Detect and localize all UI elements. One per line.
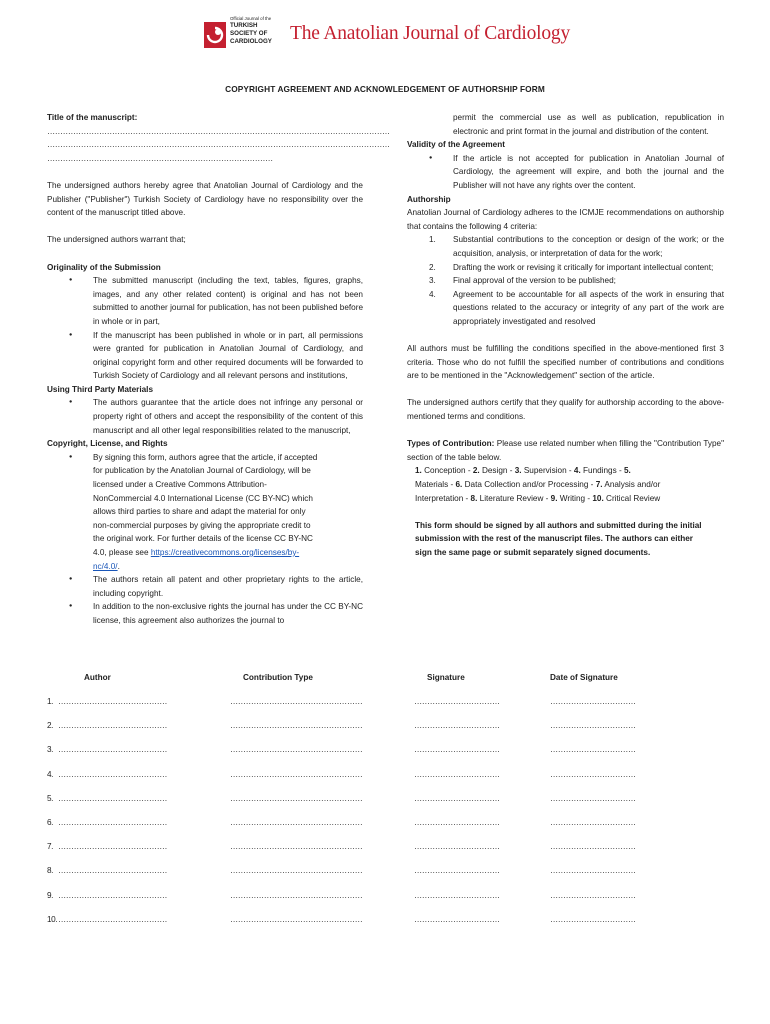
criteria-item: 3. Final approval of the version to be published; — [429, 276, 616, 286]
signature-field[interactable]: …………………………… — [414, 818, 500, 827]
table-row — [47, 915, 737, 929]
signature-field[interactable]: …………………………… — [414, 890, 500, 900]
criteria-item: 4. Agreement to be accountable for all aspects of the work in ensuring that questions related to the accuracy or integrity of any part of the work are appropriately investigated and resolved — [429, 289, 724, 326]
license-link[interactable]: https://creativecommons.org/licenses/by- — [150, 548, 300, 557]
row-number: 2. — [47, 721, 54, 731]
date-field[interactable]: …………………………… — [550, 914, 636, 924]
signing-note: This form should be signed by all authors and submitted during the initial submission with the rest of the manuscript files. The authors can either sign the same page or submit separately signed documents. — [415, 520, 702, 557]
contribution-type-field[interactable]: …………………………………………… — [230, 890, 363, 900]
table-row — [47, 842, 737, 856]
table-row — [47, 866, 737, 880]
license-suffix: . — [117, 561, 120, 571]
row-number: 3. — [47, 745, 54, 755]
row-number: 5. — [47, 793, 54, 803]
row-number: 9. — [47, 890, 54, 900]
copyright-heading: Copyright, License, and Rights — [47, 439, 168, 449]
signature-field[interactable]: …………………………… — [414, 842, 500, 852]
author-field[interactable]: …………………………………… — [58, 697, 168, 706]
validity-heading: Validity of the Agreement — [407, 140, 505, 150]
manuscript-title-line[interactable]: …………………………………………………………………………… — [47, 153, 273, 163]
authorship-intro: Anatolian Journal of Cardiology adheres to the ICMJE recommendations on authorship that contains the following 4 criteria: — [407, 208, 724, 231]
license-line: for publication by the Anatolian Journal of Cardiology, will be — [93, 466, 311, 476]
types-heading: Types of Contribution: — [407, 439, 495, 449]
bullet-item: ● If the manuscript has been published in whole or in part, all permissions were granted for publication in Anatolian Journal of Cardiology, and original copyright form and other required documents will be forwarded to Turkish Society of Cardiology and all relevant persons and institutions, — [47, 329, 363, 383]
manuscript-title-line[interactable]: …………………………………………………………………………………………………………………… — [47, 126, 390, 136]
society-line: CARDIOLOGY — [230, 37, 272, 45]
date-field[interactable]: …………………………… — [550, 842, 636, 852]
author-field[interactable]: …………………………………… — [58, 914, 168, 924]
journal-header — [204, 16, 584, 56]
date-field[interactable]: …………………………… — [550, 769, 636, 779]
table-row — [47, 721, 737, 735]
header-signature: Signature — [427, 673, 465, 682]
left-column — [47, 111, 390, 628]
bullet-item: ● The authors guarantee that the article does not infringe any personal or property right of others and accept the responsibility of the content of this manuscript and all other legal responsibilities related to the manuscript, — [47, 396, 363, 437]
table-row — [47, 697, 737, 711]
society-small-label: Official Journal of the — [230, 16, 272, 21]
contribution-type-field[interactable]: …………………………………………… — [230, 745, 363, 755]
header-author: Author — [84, 673, 111, 682]
contribution-type-field[interactable]: …………………………………………… — [230, 721, 363, 731]
row-number: 7. — [47, 842, 54, 852]
row-number: 6. — [47, 818, 54, 827]
signature-field[interactable]: …………………………… — [414, 793, 500, 803]
author-field[interactable]: …………………………………… — [58, 769, 168, 779]
date-field[interactable]: …………………………… — [550, 793, 636, 803]
types-paragraph: Types of Contribution: Please use related number when filling the "Contribution Type" section of the table below. — [407, 439, 724, 462]
form-title: COPYRIGHT AGREEMENT AND ACKNOWLEDGEMENT OF AUTHORSHIP FORM — [225, 84, 545, 94]
license-line: NonCommercial 4.0 International License (CC BY-NC) which — [93, 493, 313, 503]
header-date: Date of Signature — [550, 673, 618, 682]
table-row — [47, 818, 737, 832]
license-line: non-commercial purposes by giving the appropriate credit to — [93, 520, 311, 530]
certify-paragraph: The undersigned authors certify that they qualify for authorship according to the above-mentioned terms and conditions. — [407, 398, 724, 422]
society-logo-icon — [204, 22, 226, 48]
header-contribution-type: Contribution Type — [243, 673, 313, 682]
row-number: 10. — [47, 914, 58, 924]
license-line: licensed under a Creative Commons Attribution- — [93, 480, 267, 490]
signature-field[interactable]: …………………………… — [414, 721, 500, 731]
signature-field[interactable]: …………………………… — [414, 914, 500, 924]
signature-field[interactable]: …………………………… — [414, 866, 500, 876]
contribution-type-field[interactable]: …………………………………………… — [230, 914, 363, 924]
signature-field[interactable]: …………………………… — [414, 769, 500, 779]
author-field[interactable]: …………………………………… — [58, 866, 168, 876]
license-link[interactable]: nc/4.0/ — [93, 561, 118, 571]
contribution-type-field[interactable]: …………………………………………… — [230, 842, 363, 852]
author-field[interactable]: …………………………………… — [58, 842, 168, 852]
author-field[interactable]: …………………………………… — [58, 745, 168, 755]
contribution-type-field[interactable]: …………………………………………… — [230, 818, 363, 827]
row-number: 1. — [47, 697, 54, 706]
contribution-type-field[interactable]: …………………………………………… — [230, 866, 363, 876]
table-row — [47, 745, 737, 759]
criteria-item: 1. Substantial contributions to the conception or design of the work; or the acquisition, analysis, or interpretation of data for the work; — [429, 235, 724, 258]
row-number: 4. — [47, 769, 54, 779]
bullet-item-license — [47, 451, 363, 573]
license-line: By signing this form, authors agree that the article, if accepted — [93, 452, 318, 462]
date-field[interactable]: …………………………… — [550, 745, 636, 755]
signature-field[interactable]: …………………………… — [414, 697, 500, 706]
author-field[interactable]: …………………………………… — [58, 890, 168, 900]
date-field[interactable]: …………………………… — [550, 890, 636, 900]
table-row — [47, 794, 737, 808]
manuscript-title-line[interactable]: …………………………………………………………………………………………………………………… — [47, 140, 390, 150]
author-field[interactable]: …………………………………… — [58, 721, 168, 731]
contribution-types-list: 1. Conception - 2. Design - 3. Supervision - 4. Fundings - 5. Materials - 6. Data Collection and/or Processing - 7. Analysis and/or Interpretation - 8. Literature Review - 9. Writing - 10. Critical Review — [415, 466, 661, 503]
license-line: the original work. For further details of the license CC BY-NC — [93, 534, 313, 544]
author-field[interactable]: …………………………………… — [58, 818, 168, 827]
contribution-type-field[interactable]: …………………………………………… — [230, 793, 363, 803]
license-line: 4.0, please see — [93, 548, 151, 557]
signature-field[interactable]: …………………………… — [414, 745, 500, 755]
society-line: TURKISH — [230, 22, 258, 29]
warrant-paragraph: The undersigned authors warrant that; — [47, 235, 186, 245]
journal-title: The Anatolian Journal of Cardiology — [290, 23, 571, 44]
originality-heading: Originality of the Submission — [47, 262, 161, 272]
author-field[interactable]: …………………………………… — [58, 793, 168, 803]
row-number: 8. — [47, 866, 54, 876]
date-field[interactable]: …………………………… — [550, 818, 636, 827]
date-field[interactable]: …………………………… — [550, 721, 636, 731]
manuscript-title-label: Title of the manuscript: — [47, 113, 138, 122]
table-row — [47, 891, 737, 905]
fulfill-paragraph: All authors must be fulfilling the conditions specified in the above-mentioned first 3 criteria. Those who do not fulfill the specified number of contributions and conditions are to be mentioned in the "Acknowledgement" section of the article. — [407, 344, 724, 381]
table-row — [47, 770, 737, 784]
authorship-heading: Authorship — [407, 194, 451, 204]
third-party-heading: Using Third Party Materials — [47, 384, 154, 394]
date-field[interactable]: …………………………… — [550, 697, 636, 706]
contribution-type-field[interactable]: …………………………………………… — [230, 769, 363, 779]
continued-text: permit the commercial use as well as publication, republication in electronic and print format in the journal and distribution of the content. — [453, 113, 724, 136]
bullet-item: ● In addition to the non-exclusive rights the journal has under the CC BY-NC license, this agreement also authorizes the journal to — [47, 600, 363, 627]
intro-paragraph: The undersigned authors hereby agree that Anatolian Journal of Cardiology and the Publisher ("Publisher") Turkish Society of Cardiology have no responsibility over the content of the manuscript titled above. — [47, 180, 363, 218]
right-column — [407, 111, 724, 560]
society-line: SOCIETY OF — [230, 29, 268, 37]
license-line: allows third parties to share and adapt the material for only — [93, 507, 306, 517]
contribution-type-field[interactable]: …………………………………………… — [230, 697, 363, 706]
bullet-item: ● If the article is not accepted for publication in Anatolian Journal of Cardiology, the agreement will expire, and both the journal and the Publisher will not have any rights over the content. — [407, 152, 724, 193]
society-name — [230, 16, 272, 45]
criteria-item: 2. Drafting the work or revising it critically for important intellectual content; — [429, 262, 714, 272]
bullet-item: ● The authors retain all patent and other proprietary rights to the article, including copyright. — [47, 573, 363, 600]
bullet-item: ● The submitted manuscript (including the text, tables, figures, graphs, images, and any other related content) is original and has not been submitted to another journal for publication, has not been published before in whole or in part, — [47, 274, 363, 328]
date-field[interactable]: …………………………… — [550, 866, 636, 876]
